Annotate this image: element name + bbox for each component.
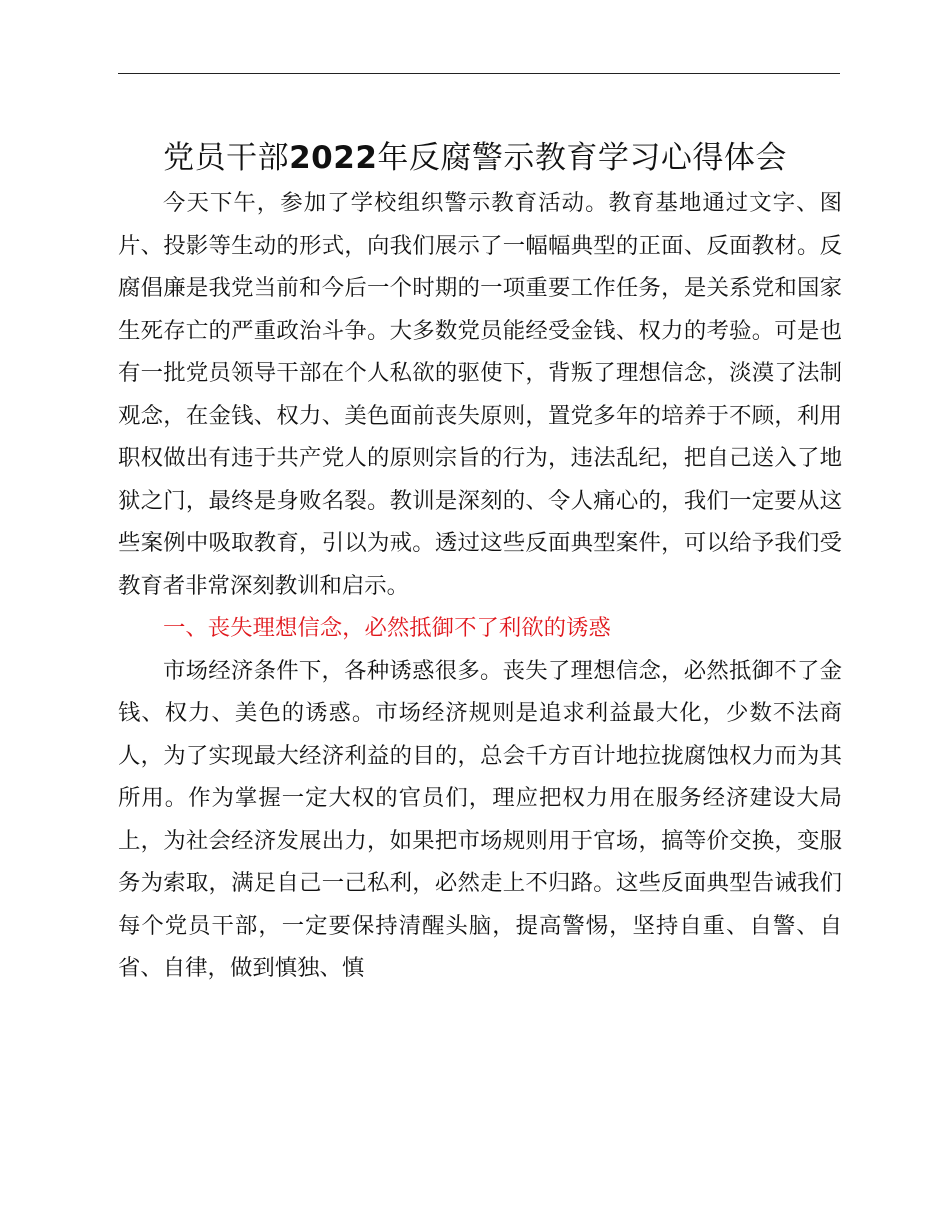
intro-paragraph: 今天下午，参加了学校组织警示教育活动。教育基地通过文字、图片、投影等生动的形式，向我们展示了一幅幅典型的正面、反面教材。反腐倡廉是我党当前和今后一个时期的一项重要工作任务，是关系党和国家生死存亡的严重政治斗争。大多数党员能经受金钱、权力的考验。可是也有一批党员领导干部在个人私欲的驱使下，背叛了理想信念，淡漠了法制观念，在金钱、权力、美色面前丧失原则，置党多年的培养于不顾，利用职权做出有违于共产党人的原则宗旨的行为，违法乱纪，把自己送入了地狱之门，最终是身败名裂。教训是深刻的、令人痛心的，我们一定要从这些案例中吸取教育，引以为戒。透过这些反面典型案件，可以给予我们受教育者非常深刻教训和启示。: [118, 190, 842, 599]
section-heading: 一、丧失理想信念，必然抵御不了利欲的诱惑: [163, 615, 611, 641]
title-prefix: 党员干部: [163, 140, 290, 176]
section-paragraph: 市场经济条件下，各种诱惑很多。丧失了理想信念，必然抵御不了金钱、权力、美色的诱惑。市场经济规则是追求利益最大化，少数不法商人，为了实现最大经济利益的目的，总会千方百计地拉拢腐蚀权力而为其所用。作为掌握一定大权的官员们，理应把权力用在服务经济建设大局上，为社会经济发展出力，如果把市场规则用于官场，搞等价交换，变服务为索取，满足自己一己私利，必然走上不归路。这些反面典型告诫我们每个党员干部，一定要保持清醒头脑，提高警惕，坚持自重、自警、自省、自律，做到慎独、慎: [118, 657, 842, 981]
document-body: [118, 152, 842, 990]
header-rule: [118, 73, 840, 74]
title-year: 2022: [289, 140, 378, 176]
title-suffix: 年反腐警示教育学习心得体会: [377, 140, 787, 176]
